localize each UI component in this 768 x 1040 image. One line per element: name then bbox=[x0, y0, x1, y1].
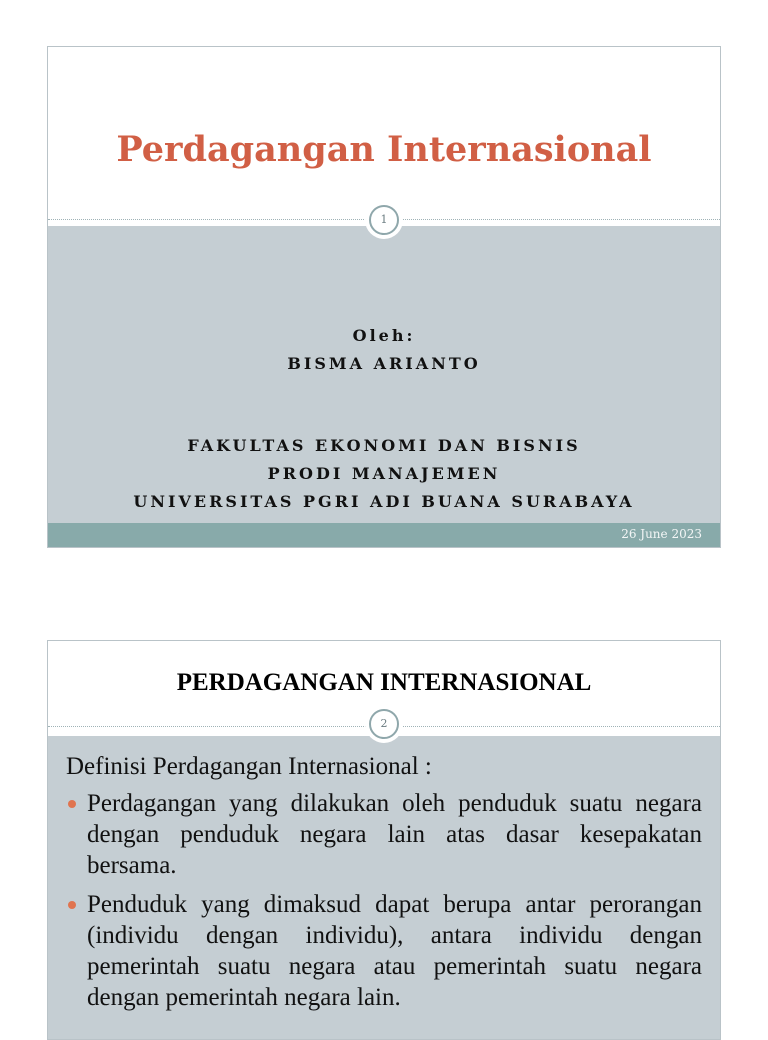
slide-body bbox=[48, 226, 720, 525]
bullet-text: Perdagangan yang dilakukan oleh penduduk suatu negara dengan penduduk negara lain atas dasar kesepakatan bersama. bbox=[87, 790, 702, 879]
title-slide bbox=[47, 46, 721, 548]
footer-bar bbox=[48, 523, 720, 547]
slide-number-badge bbox=[365, 201, 403, 239]
affiliation-line: UNIVERSITAS PGRI ADI BUANA SURABAYA bbox=[133, 492, 635, 511]
slide-content bbox=[66, 751, 702, 1021]
list-item bbox=[66, 889, 702, 1013]
author-name: BISMA ARIANTO bbox=[287, 354, 481, 373]
affiliation-line: FAKULTAS EKONOMI DAN BISNIS bbox=[187, 436, 581, 455]
bullet-text: Penduduk yang dimaksud dapat berupa antar perorangan (individu dengan individu), antara individu dengan pemerintah suatu negara atau pemerintah suatu negara dengan pemerintah negara lain. bbox=[87, 891, 702, 1011]
bullet-icon bbox=[68, 800, 76, 808]
affiliation-line: PRODI MANAJEMEN bbox=[267, 464, 501, 483]
slide-title: PERDAGANGAN INTERNASIONAL bbox=[176, 669, 592, 696]
content-slide bbox=[47, 640, 721, 1040]
by-label: Oleh: bbox=[352, 326, 416, 345]
definition-heading: Definisi Perdagangan Internasional : bbox=[66, 753, 432, 780]
slide-number-badge bbox=[365, 705, 403, 743]
slide-number: 2 bbox=[369, 709, 399, 739]
slide-title: Perdagangan Internasional bbox=[116, 129, 652, 170]
slide-date: 26 June 2023 bbox=[621, 527, 702, 541]
list-item bbox=[66, 788, 702, 881]
bullet-icon bbox=[68, 901, 76, 909]
slide-number: 1 bbox=[369, 205, 399, 235]
